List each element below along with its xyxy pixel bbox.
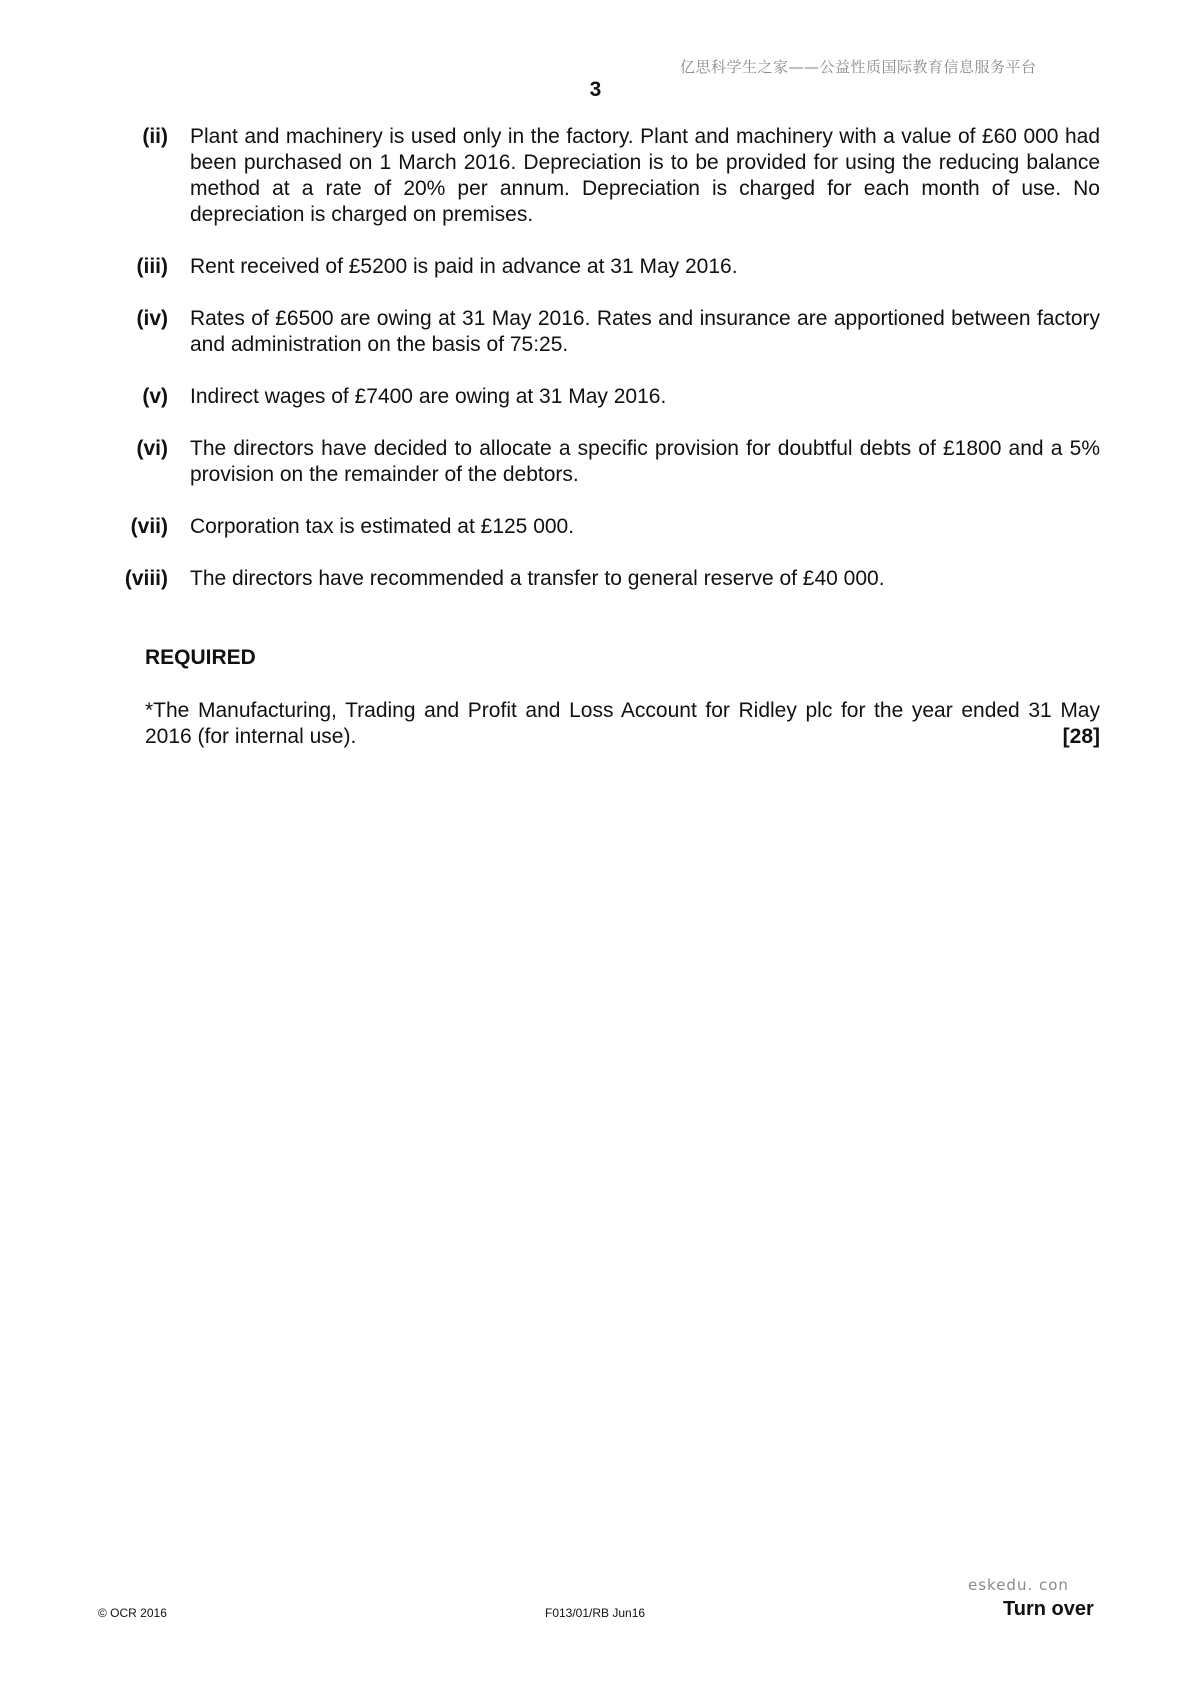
item-label: (iii) <box>136 255 168 278</box>
required-text: *The Manufacturing, Trading and Profit and Loss Account for Ridley plc for the year ended 31 May 2016 (for internal use). <box>145 699 1100 748</box>
item-label: (vii) <box>130 515 168 538</box>
list-item <box>110 566 1100 592</box>
required-text-block <box>145 698 1100 750</box>
question-items <box>110 124 1100 618</box>
list-item <box>110 306 1100 358</box>
list-item <box>110 514 1100 540</box>
list-item <box>110 124 1100 228</box>
item-text: Plant and machinery is used only in the factory. Plant and machinery with a value of £60 000 had been purchased on 1 March 2016. Depreciation is to be provided for using the reducing balance method at a rate of 20% per annum. Depreciation is charged for each month of use. No depreciation is charged on premises. <box>190 125 1100 226</box>
marks-badge: [28] <box>1062 725 1100 748</box>
item-text: Rent received of £5200 is paid in advance at 31 May 2016. <box>190 255 738 278</box>
item-label: (vi) <box>136 437 168 460</box>
item-label: (v) <box>142 385 168 408</box>
item-label: (iv) <box>136 307 168 330</box>
header-watermark: 亿思科学生之家——公益性质国际教育信息服务平台 <box>680 58 1037 76</box>
item-text: The directors have decided to allocate a specific provision for doubtful debts of £1800 and a 5% provision on the remainder of the debtors. <box>190 437 1100 486</box>
footer-code: F013/01/RB Jun16 <box>545 1606 646 1620</box>
item-text: Rates of £6500 are owing at 31 May 2016. Rates and insurance are apportioned between factory and administration on the basis of 75:25. <box>190 307 1100 356</box>
turn-over-label: Turn over <box>1003 1598 1094 1620</box>
list-item <box>110 436 1100 488</box>
footer-watermark: eskedu. con <box>968 1576 1069 1594</box>
item-label: (ii) <box>142 125 168 148</box>
item-label: (viii) <box>124 567 168 590</box>
item-text: The directors have recommended a transfer to general reserve of £40 000. <box>190 567 885 590</box>
item-text: Indirect wages of £7400 are owing at 31 May 2016. <box>190 385 667 408</box>
list-item <box>110 254 1100 280</box>
footer-copyright: © OCR 2016 <box>98 1606 167 1620</box>
required-heading: REQUIRED <box>145 646 256 669</box>
page-number: 3 <box>589 78 602 101</box>
item-text: Corporation tax is estimated at £125 000. <box>190 515 575 538</box>
list-item <box>110 384 1100 410</box>
